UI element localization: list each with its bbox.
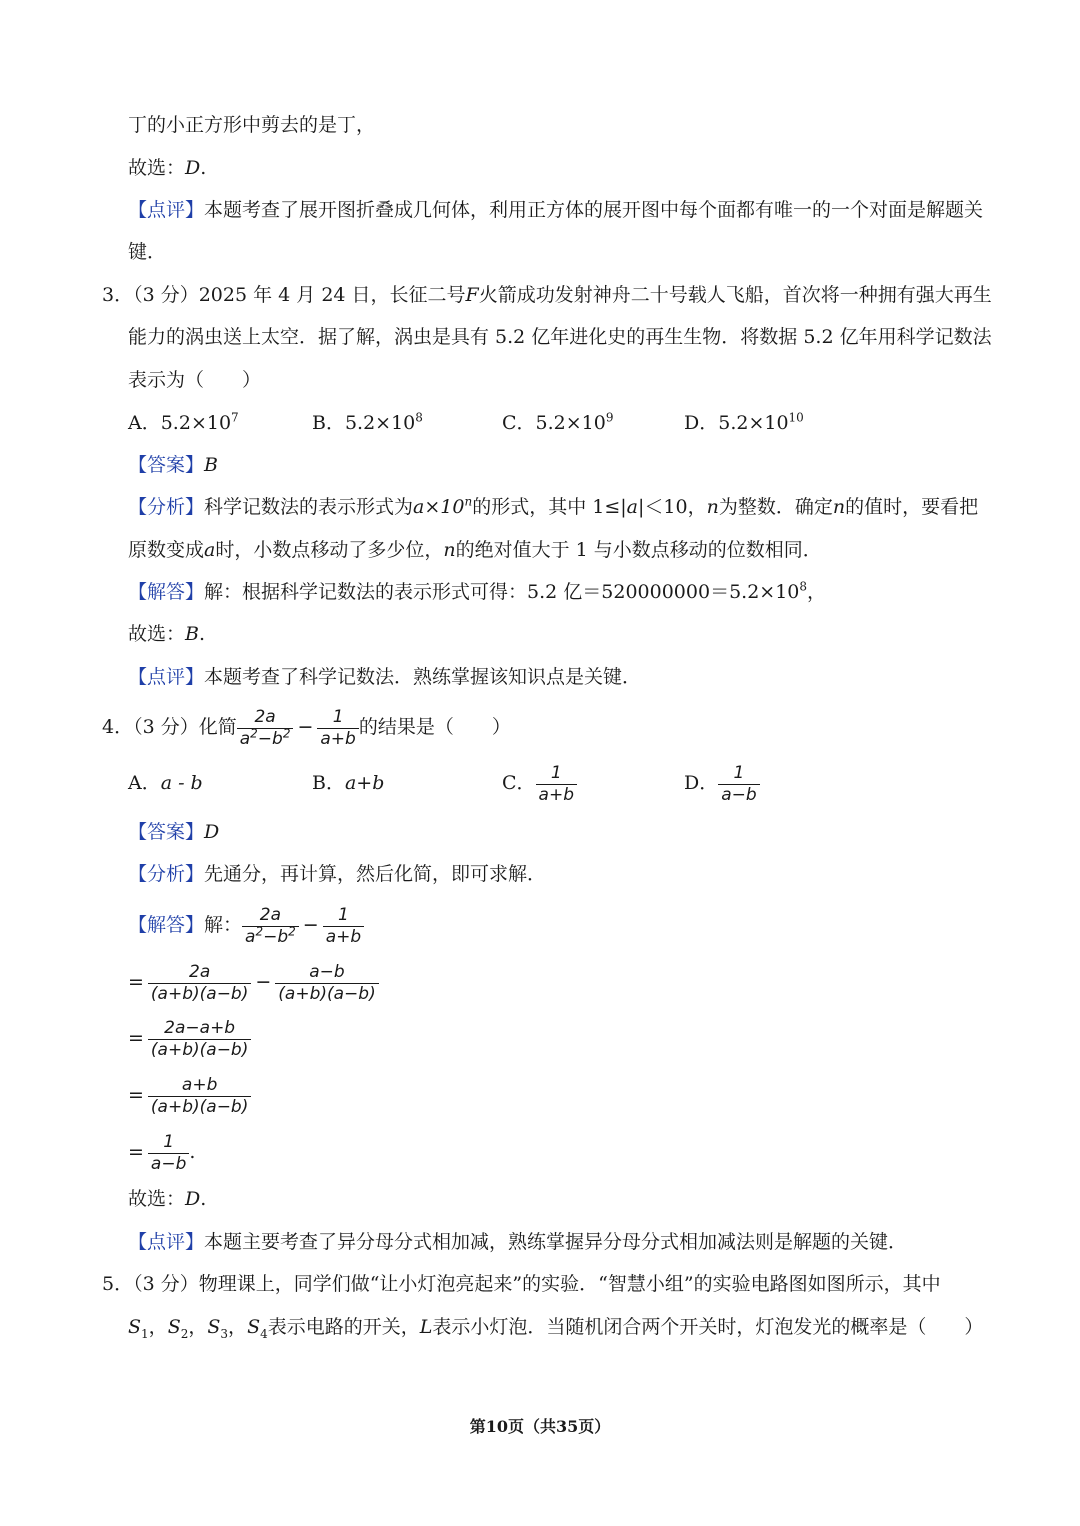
solution-tag: 【解答】 [128,914,205,936]
q3-analysis-line-2 [128,537,822,563]
analysis-text: 为整数．确定 [718,496,833,518]
denominator: (a+b)(a−b) [150,1096,249,1117]
option-label: D．5.2×10 [684,412,789,434]
numerator: 1 [148,1134,189,1154]
q4-stem: 的结果是（ ） [358,716,511,738]
switch-sub: 1 [141,1326,149,1341]
equals-sign: = [128,971,144,993]
analysis-var: a [204,539,216,561]
analysis-var: n [443,539,456,561]
den-exp: 2 [250,725,258,740]
solution-text: ， [807,581,827,603]
q4-solution-line [128,903,364,947]
switch-sub: 3 [220,1326,229,1341]
denominator [242,923,299,947]
q4-step-2 [128,1016,251,1060]
prev-comment-line-2 [128,239,166,265]
q3-stem: 能力的涡虫送上太空．据了解，涡虫是具有 5.2 亿年进化史的再生生物．将数据 5.2 亿年用科学记数法 [128,326,992,348]
page-total: 35 [556,1417,579,1436]
step-fraction [148,1131,189,1174]
comment-tag: 【点评】 [128,666,205,688]
footer-text: 页（共 [507,1417,556,1436]
q4-stem-line [102,706,511,748]
step-fraction [275,961,378,1004]
den-part: −b [263,926,289,947]
option-label: A． [128,772,161,794]
choose-answer: D [185,157,201,179]
q3-stem-line-3 [128,367,261,393]
option-label: B．5.2×10 [312,412,416,434]
analysis-text: 时，小数点移动了多少位， [215,539,444,561]
minus-sign: − [297,716,314,738]
denominator [237,725,294,749]
numerator: 2a−a+b [148,1020,251,1040]
switch-var: S [167,1316,181,1338]
switch-sub: 4 [260,1326,268,1341]
prev-solution-line [128,112,375,138]
footer-text: 第 [469,1417,486,1436]
answer-value: B [204,454,218,476]
numerator: a−b [275,964,378,984]
answer-value: D [204,821,220,843]
q4-answer-line [128,819,219,845]
comment-tag: 【点评】 [128,199,205,221]
q4-choose-line: 故选：D. [128,1188,207,1210]
option-label: B． [312,772,345,794]
solution-exponent: 8 [799,579,808,594]
q3-comment-line [128,664,641,690]
q3-option-d [684,410,804,436]
choose-label: 故选： [128,1188,186,1210]
q5-stem: 表示电路的开关， [267,1316,420,1338]
choose-answer: B [185,623,199,645]
denominator: a+b [538,784,574,805]
analysis-var: a [626,496,638,518]
q3-answer-line [128,452,218,478]
q4-fraction-2 [317,706,358,749]
q4-step-4 [128,1130,195,1174]
solution-text: 解： [204,914,243,936]
denominator: a−b [721,784,757,805]
numerator: 1 [323,907,364,927]
q4-step-3 [128,1073,251,1117]
numerator: 2a [242,907,299,927]
minus-sign: − [255,971,272,993]
analysis-var: n [706,496,719,518]
den-exp: 2 [288,923,296,938]
step-fraction [148,961,251,1004]
q5-stem-line-1 [102,1271,941,1297]
den-part: a [239,728,251,749]
comment-text: 本题考查了展开图折叠成几何体，利用正方体的展开图中每个面都有唯一的一个对面是解题关 [204,199,984,221]
q4-option-d [684,760,760,806]
separator: ， [188,1316,208,1338]
option-label: A．5.2×10 [128,412,232,434]
equals-sign: = [128,1027,144,1049]
option-exponent: 8 [415,410,423,425]
comment-text: 本题主要考查了异分母分式相加减，熟练掌握异分母分式相加减法则是解题的关键． [204,1231,908,1253]
option-exponent: 9 [605,410,614,425]
q3-option-c [502,410,614,436]
switch-var: S [247,1316,261,1338]
q4-option-c [502,760,577,806]
q3-stem-line-1 [102,282,992,308]
comment-text: 本题考查了科学记数法．熟练掌握该知识点是关键． [204,666,642,688]
q5-stem-line-2 [128,1314,983,1340]
analysis-text: 先通分，再计算，然后化简，即可求解． [204,863,547,885]
analysis-text: 的形式，其中 1≤| [472,496,627,518]
analysis-text: 科学记数法的表示形式为 [204,496,414,518]
solution-tag: 【解答】 [128,581,205,603]
numerator: 1 [536,765,577,785]
prev-solution-text: 丁的小正方形中剪去的是丁， [128,114,376,136]
switch-var: S [128,1316,142,1338]
analysis-text: 原数变成 [128,539,205,561]
solution-fraction [323,904,364,947]
q3-stem: 火箭成功发射神舟二十号载人飞船，首次将一种拥有强大再生 [478,284,992,306]
q4-step-1 [128,960,379,1004]
q3-option-b [312,410,423,436]
denominator: a+b [320,728,356,749]
option-value: a+b [344,772,385,794]
q4-option-b [312,770,384,796]
choose-label: 故选： [128,157,186,179]
q4-analysis-line [128,861,546,887]
switch-var: S [207,1316,221,1338]
q5-stem: 5．（3 分）物理课上，同学们做“让小灯泡亮起来”的实验．“智慧小组”的实验电路图如图所示，其中 [102,1273,941,1295]
denominator: a−b [150,1153,187,1174]
choose-answer: D [185,1188,201,1210]
page-number: 10 [485,1417,508,1436]
q3-stem-line-2 [128,324,992,350]
equals-sign: = [128,1141,144,1163]
q3-solution-line [128,579,826,605]
bulb-var: L [419,1316,433,1338]
numerator: 1 [718,765,759,785]
solution-fraction [242,904,299,947]
analysis-text: 的绝对值大于 1 与小数点移动的位数相同． [455,539,822,561]
separator: ， [148,1316,168,1338]
period: . [189,1141,196,1163]
prev-choose-line: 故选：D. [128,157,207,179]
comment-text: 键． [128,241,167,263]
analysis-tag: 【分析】 [128,496,205,518]
analysis-tag: 【分析】 [128,863,205,885]
numerator: 1 [317,709,358,729]
solution-text: 解：根据科学记数法的表示形式可得：5.2 亿＝520000000＝5.2×10 [204,581,800,603]
q5-stem: 表示小灯泡．当随机闭合两个开关时，灯泡发光的概率是（ ） [432,1316,984,1338]
q3-option-a [128,410,239,436]
option-value: a - b [160,772,203,794]
numerator: 2a [237,709,294,729]
denominator: a+b [325,926,362,947]
switch-sub: 2 [180,1326,189,1341]
analysis-text: 的值时，要看把 [845,496,979,518]
q3-stem: 3．（3 分）2025 年 4 月 24 日，长征二号 [102,284,466,306]
page-footer [0,1414,1080,1437]
option-label: C．5.2×10 [502,412,606,434]
option-fraction [536,762,577,805]
choose-label: 故选： [128,623,186,645]
footer-text: 页） [578,1417,611,1436]
den-part: −b [257,728,283,749]
den-exp: 2 [282,725,291,740]
prev-comment-line-1 [128,197,983,223]
q4-option-a [128,770,203,796]
option-exponent: 7 [231,410,239,425]
answer-tag: 【答案】 [128,454,205,476]
analysis-exponent: n [464,494,473,509]
minus-sign: − [302,914,319,936]
den-exp: 2 [255,923,264,938]
numerator: 2a [148,964,251,984]
step-fraction [148,1074,251,1117]
step-fraction [148,1017,251,1060]
q3-stem: 表示为（ ） [128,369,262,391]
denominator: (a+b)(a−b) [150,1039,249,1060]
separator: ， [228,1316,248,1338]
equals-sign: = [128,1084,144,1106]
option-exponent: 10 [788,410,804,425]
q4-stem: 4．（3 分）化简 [102,716,237,738]
analysis-var: n [832,496,846,518]
analysis-text: |＜10， [637,496,707,518]
comment-tag: 【点评】 [128,1231,205,1253]
option-label: C． [502,772,536,794]
numerator: a+b [148,1077,251,1097]
analysis-math: a×10 [413,496,465,518]
q3-rocket-var: F [465,284,479,306]
den-part: a [245,926,256,947]
option-fraction [718,762,759,805]
denominator: (a+b)(a−b) [150,983,249,1004]
q3-choose-line: 故选：B. [128,623,206,645]
option-label: D． [684,772,719,794]
q4-fraction-1 [237,706,294,749]
answer-tag: 【答案】 [128,821,205,843]
q4-comment-line [128,1229,907,1255]
q3-analysis-line-1 [128,494,978,520]
denominator: (a+b)(a−b) [278,983,376,1004]
